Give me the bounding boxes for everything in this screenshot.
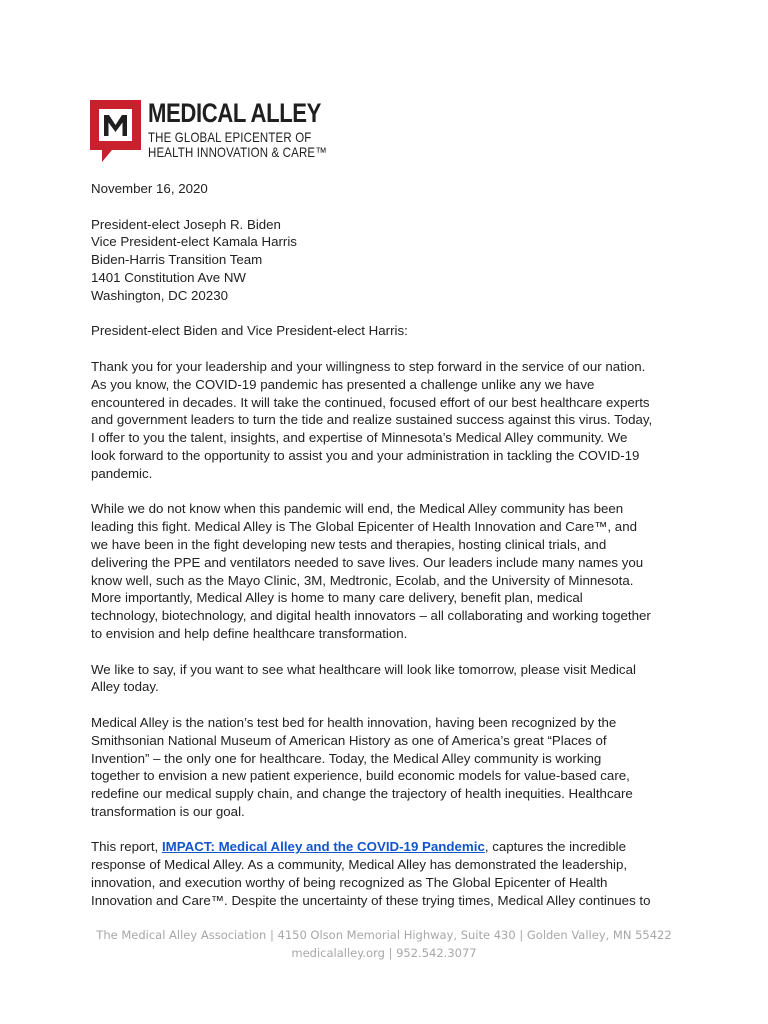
paragraph-line: Innovation and Care™. Despite the uncertainty of these trying times, Medical Alley continues to: [91, 892, 651, 908]
paragraph-line: encountered in decades. It will take the continued, focused effort of our best healthcare experts: [91, 394, 650, 410]
paragraph-line: delivering the PPE and ventilators needed to save lives. Our leaders include many names you: [91, 554, 644, 570]
recipient-address: [91, 216, 691, 305]
paragraph-text: , captures the incredible: [484, 839, 627, 855]
salutation: President-elect Biden and Vice President-elect Harris:: [91, 323, 408, 339]
paragraph-line: redefine our medical supply chain, and change the trajectory of health inequities. Healthcare: [91, 786, 633, 802]
paragraph-line: While we do not know when this pandemic will end, the Medical Alley community has been: [91, 501, 624, 517]
paragraph-1: [91, 358, 691, 483]
paragraph-line: pandemic.: [91, 465, 153, 481]
address-line: Biden-Harris Transition Team: [91, 252, 263, 268]
paragraph-text: This report,: [91, 839, 162, 855]
paragraph-line: leading this fight. Medical Alley is The Global Epicenter of Health Innovation and Care™, and: [91, 519, 637, 535]
paragraph-line: We like to say, if you want to see what healthcare will look like tomorrow, please visit Medical: [91, 661, 636, 677]
paragraph-line: Medical Alley is the nation’s test bed for health innovation, having been recognized by the: [91, 714, 617, 730]
address-line: 1401 Constitution Ave NW: [91, 269, 246, 285]
paragraph-line: Smithsonian National Museum of American History as one of America’s great “Places of: [91, 732, 607, 748]
letter-body: [91, 180, 691, 927]
paragraph-line: look forward to the opportunity to assist you and your administration in tackling the COVID-19: [91, 447, 640, 463]
paragraph-line: together to envision a new patient experience, build economic models for value-based care,: [91, 768, 630, 784]
paragraph-line: we have been in the fight developing new tests and therapies, hosting clinical trials, and: [91, 536, 607, 552]
medical-alley-logo: [90, 98, 327, 166]
paragraph-line: response of Medical Alley. As a community, Medical Alley has demonstrated the leadership,: [91, 857, 628, 873]
paragraph-line: transformation is our goal.: [91, 803, 245, 819]
paragraph-5: [91, 838, 691, 909]
address-line: Washington, DC 20230: [91, 287, 228, 303]
logo-wordmark: [148, 100, 366, 160]
paragraph-line: know well, such as the Mayo Clinic, 3M, Medtronic, Ecolab, and the University of Minnesota.: [91, 572, 634, 588]
footer-address: The Medical Alley Association | 4150 Olson Memorial Highway, Suite 430 | Golden Valley, MN 55422: [96, 928, 672, 942]
paragraph-line: innovation, and execution worthy of being recognized as The Global Epicenter of Health: [91, 875, 608, 891]
impact-report-link[interactable]: IMPACT: Medical Alley and the COVID-19 Pandemic: [161, 839, 485, 855]
paragraph-line: As you know, the COVID-19 pandemic has presented a challenge unlike any we have: [91, 376, 595, 392]
address-line: Vice President-elect Kamala Harris: [91, 234, 297, 250]
paragraph-line: to envision and help define healthcare transformation.: [91, 625, 408, 641]
footer-contact: medicalalley.org | 952.542.3077: [291, 946, 477, 960]
paragraph-line: Thank you for your leadership and your willingness to step forward in the service of our nation.: [91, 358, 646, 374]
paragraph-line: Alley today.: [91, 679, 159, 695]
paragraph-line: Invention” – the only one for healthcare. Today, the Medical Alley community is working: [91, 750, 602, 766]
paragraph-4: [91, 714, 691, 821]
logo-subtitle-line-1: THE GLOBAL EPICENTER OF: [148, 129, 312, 145]
paragraph-line: technology, biotechnology, and digital health innovators – all collaborating and working together: [91, 608, 651, 624]
paragraph-3: [91, 661, 691, 697]
address-line: President-elect Joseph R. Biden: [91, 216, 281, 232]
logo-title: MEDICAL ALLEY: [148, 98, 322, 128]
paragraph-line: [91, 838, 691, 856]
logo-subtitle-line-2: HEALTH INNOVATION & CARE™: [148, 144, 327, 160]
paragraph-line: I offer to you the talent, insights, and expertise of Minnesota’s Medical Alley community. We: [91, 430, 628, 446]
medical-alley-logo-mark: [90, 100, 141, 164]
letter-date: November 16, 2020: [91, 181, 208, 196]
paragraph-2: [91, 500, 691, 642]
letterhead-footer: [0, 926, 768, 962]
paragraph-line: More importantly, Medical Alley is home to many care delivery, benefit plan, medical: [91, 590, 583, 606]
paragraph-line: and government leaders to turn the tide and realize sustained success against this virus. Today,: [91, 412, 653, 428]
